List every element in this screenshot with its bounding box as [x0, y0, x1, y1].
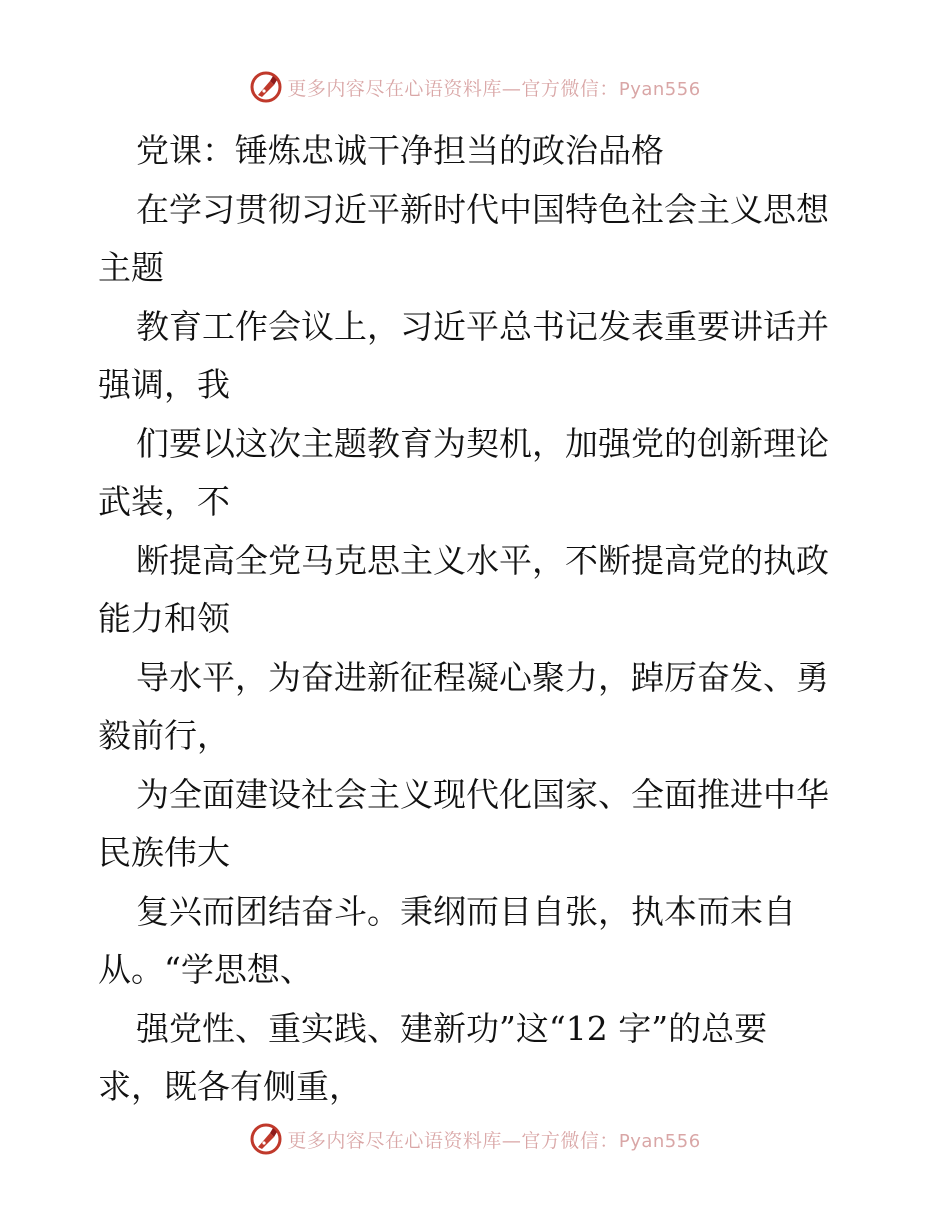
text-line: 强调，我	[98, 365, 230, 404]
footer-watermark	[0, 1122, 950, 1156]
text-line: 们要以这次主题教育为契机，加强党的创新理论	[136, 423, 829, 463]
text-line: 强党性、重实践、建新功”这“12 字”的总要	[136, 1008, 768, 1048]
text-line: 导水平，为奋进新征程凝心聚力，踔厉奋发、勇	[136, 657, 829, 697]
text-line: 在学习贯彻习近平新时代中国特色社会主义思想	[136, 189, 829, 229]
text-line: 从。“学思想、	[98, 950, 313, 989]
pen-nib-logo-icon	[249, 1122, 283, 1156]
pen-nib-logo-icon	[249, 70, 283, 104]
text-line: 民族伟大	[98, 833, 230, 872]
header-watermark	[0, 70, 950, 104]
text-line: 复兴而团结奋斗。秉纲而目自张，执本而末自	[136, 891, 796, 931]
text-line: 求，既各有侧重，	[98, 1067, 362, 1106]
text-line: 武装，不	[98, 482, 230, 521]
text-line: 断提高全党马克思主义水平，不断提高党的执政	[136, 540, 829, 580]
watermark-text: 更多内容尽在心语资料库—官方微信：Pyan556	[287, 77, 701, 100]
text-line: 为全面建设社会主义现代化国家、全面推进中华	[136, 774, 829, 814]
document-title: 党课：锤炼忠诚干净担当的政治品格	[136, 131, 664, 170]
text-line: 主题	[98, 248, 164, 287]
watermark-text: 更多内容尽在心语资料库—官方微信：Pyan556	[287, 1129, 701, 1152]
document-body	[98, 122, 858, 1117]
text-line: 教育工作会议上，习近平总书记发表重要讲话并	[136, 306, 829, 346]
text-line: 毅前行，	[98, 716, 230, 755]
text-line: 能力和领	[98, 599, 230, 638]
